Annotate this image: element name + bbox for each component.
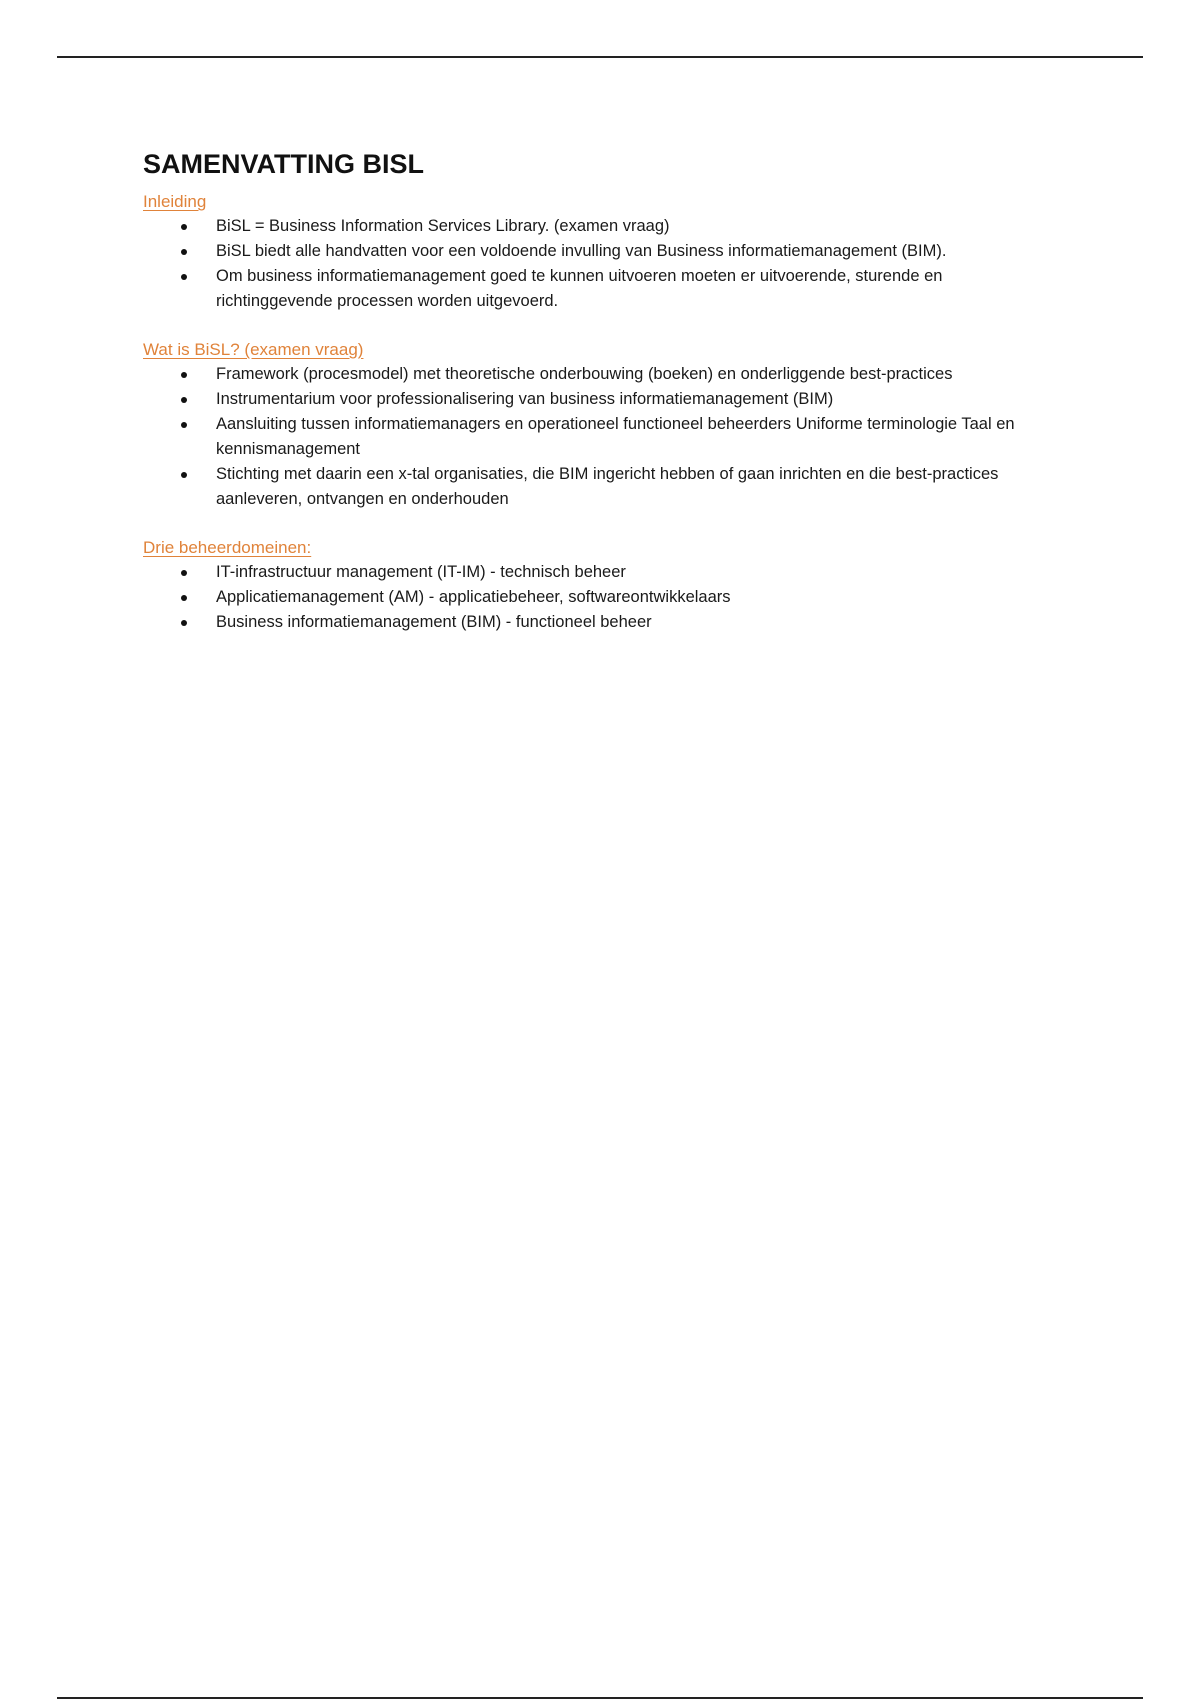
list-item-text: Om business informatiemanagement goed te kunnen uitvoeren moeten er uitvoerende, sturende en richtinggevende processen worden uitgevoerd.: [216, 267, 943, 310]
list-item-text: Aansluiting tussen informatiemanagers en operationeel functioneel beheerders Uniforme terminologie Taal en kennismanagement: [216, 415, 1015, 458]
list-item: [143, 239, 1063, 264]
list-item-text: Stichting met daarin een x-tal organisaties, die BIM ingericht hebben of gaan inrichten en die best-practices aanleveren, ontvangen en onderhouden: [216, 465, 999, 508]
section-heading: Inleiding: [143, 192, 207, 211]
list-item-text: Applicatiemanagement (AM) - applicatiebeheer, softwareontwikkelaars: [216, 588, 731, 606]
list-item: [143, 264, 1063, 314]
section-heading: Drie beheerdomeinen:: [143, 538, 312, 557]
page-top-rule: [57, 56, 1143, 58]
list-item: [143, 387, 1063, 412]
list-item: [143, 214, 1063, 239]
list-item: [143, 462, 1063, 512]
list-item-text: Framework (procesmodel) met theoretische onderbouwing (boeken) en onderliggende best-practices: [216, 365, 953, 383]
bullet-list: [143, 560, 1063, 635]
list-item-text: BiSL = Business Information Services Library. (examen vraag): [216, 217, 670, 235]
list-item: [143, 560, 1063, 585]
bullet-list: [143, 214, 1063, 314]
list-item: [143, 412, 1063, 462]
list-item: [143, 585, 1063, 610]
bullet-icon: [181, 224, 187, 230]
bullet-icon: [181, 372, 187, 378]
bullet-icon: [181, 472, 187, 478]
document-body: [143, 146, 1063, 635]
bullet-icon: [181, 595, 187, 601]
section-wat-is-bisl: [143, 338, 1063, 512]
list-item-text: BiSL biedt alle handvatten voor een voldoende invulling van Business informatiemanagement (BIM).: [216, 242, 947, 260]
bullet-icon: [181, 570, 187, 576]
list-item-text: Business informatiemanagement (BIM) - functioneel beheer: [216, 613, 652, 631]
bullet-list: [143, 362, 1063, 512]
page-title: SAMENVATTING BISL: [143, 149, 424, 179]
section-inleiding: [143, 190, 1063, 314]
list-item-text: IT-infrastructuur management (IT-IM) - technisch beheer: [216, 563, 626, 581]
section-heading: Wat is BiSL? (examen vraag): [143, 340, 364, 359]
list-item: [143, 610, 1063, 635]
list-item-text: Instrumentarium voor professionalisering van business informatiemanagement (BIM): [216, 390, 834, 408]
bullet-icon: [181, 397, 187, 403]
bullet-icon: [181, 249, 187, 255]
bullet-icon: [181, 620, 187, 626]
bullet-icon: [181, 274, 187, 280]
bullet-icon: [181, 422, 187, 428]
section-drie-beheerdomeinen: [143, 536, 1063, 635]
list-item: [143, 362, 1063, 387]
page-bottom-rule: [57, 1697, 1143, 1699]
